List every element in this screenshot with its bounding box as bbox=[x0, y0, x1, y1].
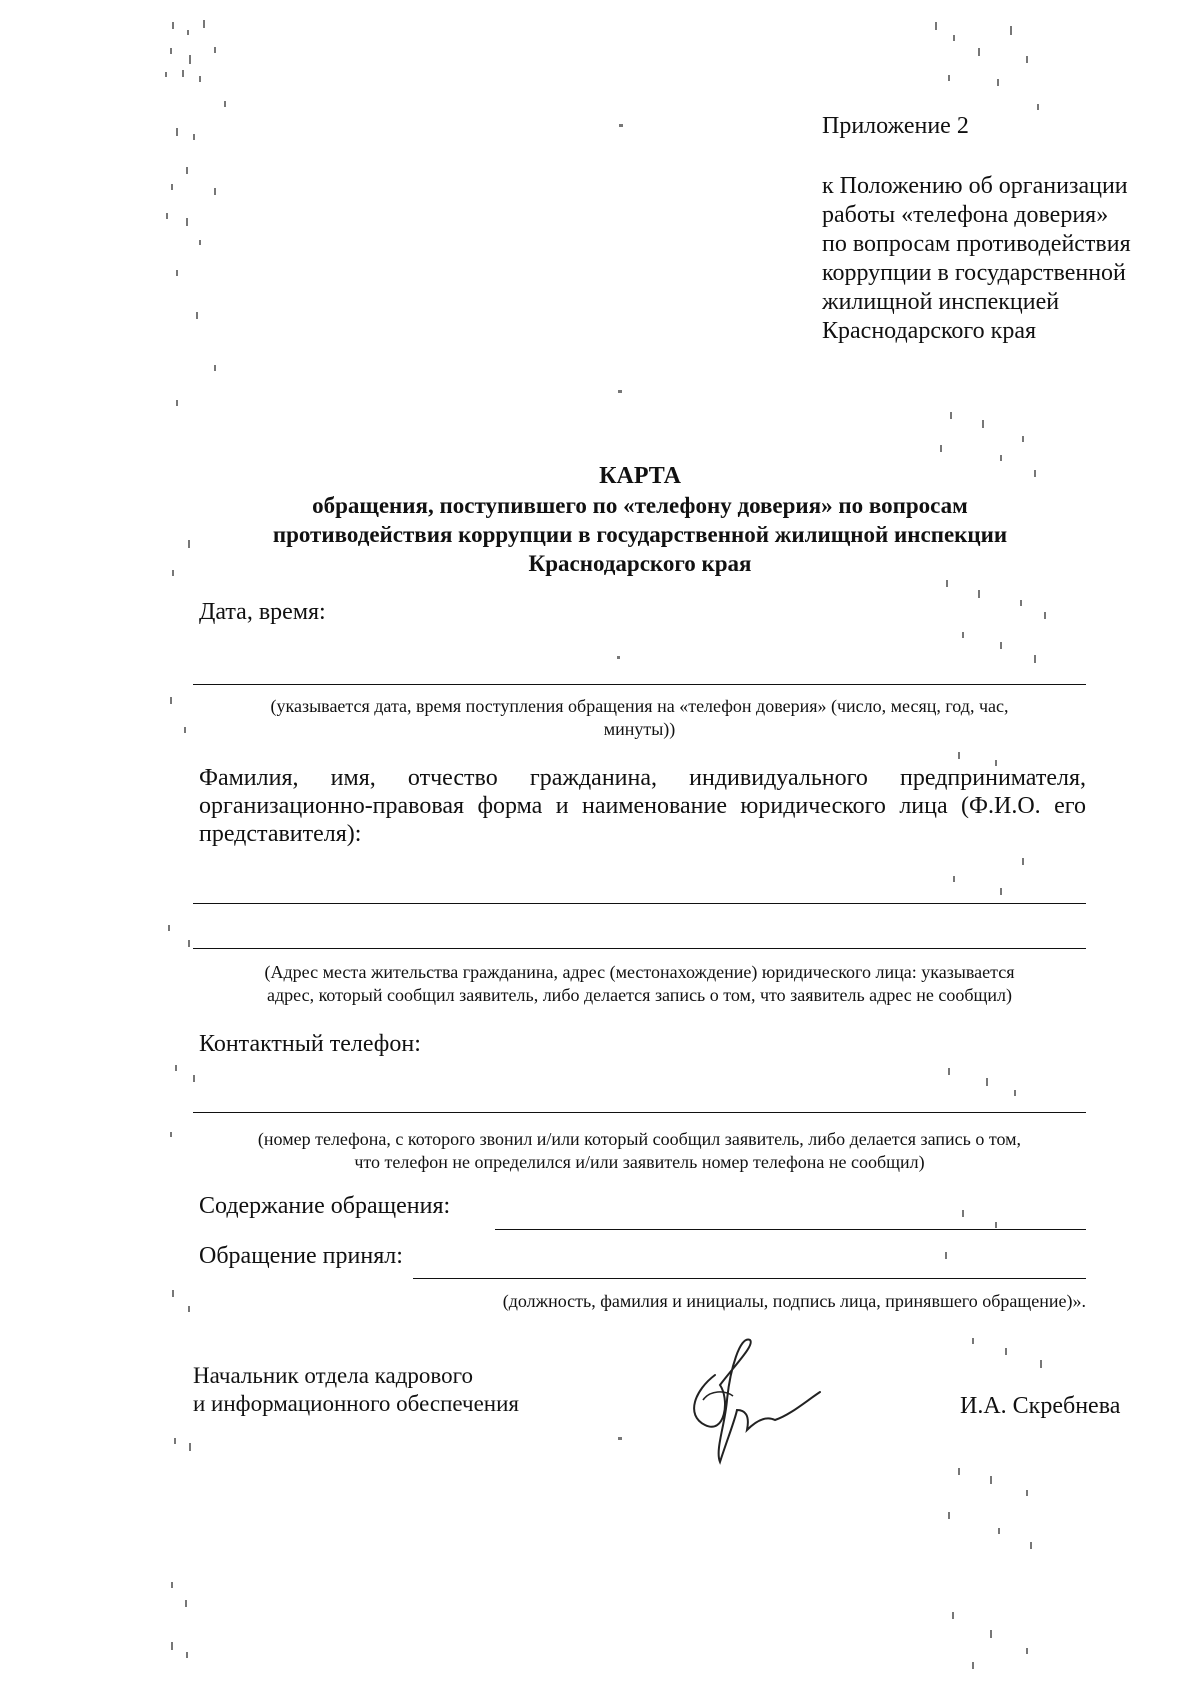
title-line: обращения, поступившего по «телефону доверия» по вопросам bbox=[312, 493, 968, 518]
fio-line: организационно-правовая форма и наименование юридического лица (Ф.И.О. его bbox=[199, 793, 1086, 819]
appendix-line: работы «телефона доверия» bbox=[822, 202, 1109, 228]
accepted-hint: (должность, фамилия и инициалы, подпись лица, принявшего обращение)». bbox=[502, 1291, 1086, 1311]
fio-label bbox=[199, 764, 1086, 848]
appendix-line: коррупции в государственной bbox=[822, 260, 1126, 286]
title-main: КАРТА bbox=[599, 463, 681, 489]
title-line: противодействия коррупции в государственной жилищной инспекции bbox=[272, 522, 1008, 547]
content-input-line[interactable] bbox=[495, 1229, 1086, 1230]
position-line: и информационного обеспечения bbox=[193, 1391, 519, 1416]
hint-line: минуты)) bbox=[603, 719, 676, 739]
appendix-line: жилищной инспекцией bbox=[822, 289, 1060, 315]
appendix-line: Краснодарского края bbox=[822, 318, 1037, 344]
signer-name: И.А. Скребнева bbox=[960, 1393, 1121, 1419]
appendix-line: по вопросам противодействия bbox=[822, 231, 1131, 257]
title-line: Краснодарского края bbox=[528, 551, 752, 576]
datetime-hint bbox=[193, 695, 1086, 741]
handwritten-signature bbox=[675, 1330, 825, 1470]
hint-line: что телефон не определился и/или заявитель номер телефона не сообщил) bbox=[354, 1152, 925, 1172]
address-hint bbox=[193, 961, 1086, 1007]
address-input-line[interactable] bbox=[193, 948, 1086, 949]
accepted-input-line[interactable] bbox=[413, 1278, 1086, 1279]
document-title bbox=[200, 462, 1080, 578]
appendix-line: к Положению об организации bbox=[822, 173, 1128, 199]
fio-input-line[interactable] bbox=[193, 903, 1086, 904]
phone-label: Контактный телефон: bbox=[199, 1031, 421, 1057]
phone-hint bbox=[193, 1128, 1086, 1174]
phone-input-line[interactable] bbox=[193, 1112, 1086, 1113]
fio-line: Фамилия, имя, отчество гражданина, индивидуального предпринимателя, bbox=[199, 765, 1086, 791]
hint-line: адрес, который сообщил заявитель, либо делается запись о том, что заявитель адрес не сообщил) bbox=[267, 985, 1012, 1005]
fio-line: представителя): bbox=[199, 821, 362, 847]
datetime-label: Дата, время: bbox=[199, 599, 326, 625]
hint-line: (Адрес места жительства гражданина, адрес (местонахождение) юридического лица: указывается bbox=[264, 962, 1015, 982]
appendix-reference bbox=[822, 172, 1162, 346]
accepted-label: Обращение принял: bbox=[199, 1243, 403, 1269]
appendix-label: Приложение 2 bbox=[822, 113, 969, 139]
position-line: Начальник отдела кадрового bbox=[193, 1363, 473, 1388]
hint-line: (номер телефона, с которого звонил и/или который сообщил заявитель, либо делается запись о том, bbox=[257, 1129, 1022, 1149]
hint-line: (указывается дата, время поступления обращения на «телефон доверия» (число, месяц, год, час, bbox=[270, 696, 1009, 716]
datetime-input-line[interactable] bbox=[193, 684, 1086, 685]
signer-position bbox=[193, 1362, 519, 1418]
content-label: Содержание обращения: bbox=[199, 1193, 451, 1219]
